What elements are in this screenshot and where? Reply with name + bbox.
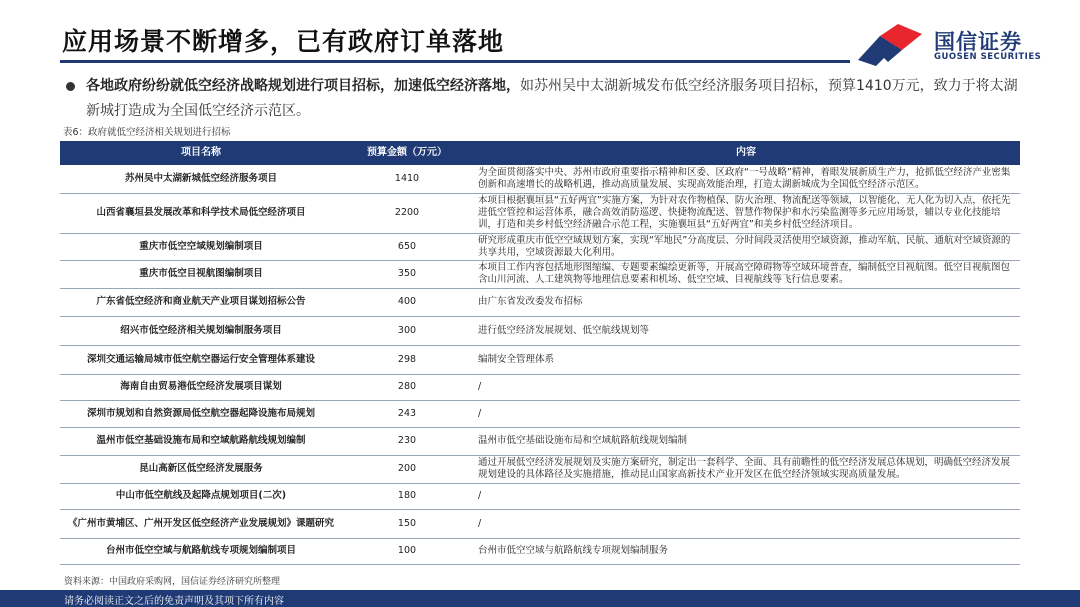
project-name-cell: 温州市低空基础设施布局和空域航路航线规划编制 bbox=[60, 427, 342, 455]
source-note: 资料来源：中国政府采购网，国信证券经济研究所整理 bbox=[64, 577, 281, 587]
content-cell: 本项目根据襄垣县“五好两宜”实施方案，为针对农作物植保、防火治理、物流配送等领域，以智能化、无人化为切入点，依托先进低空管控和运营体系，融合高效消防巡逻、快捷物流配送、智慧作物保护和水污染监测等多元应用场景，辅以专业化技能培训，打造和美乡村低空经济融合示范工程，实施襄垣县“五好两宜”和美乡村低空经济项目。 bbox=[472, 193, 1020, 233]
table-row bbox=[60, 509, 1020, 538]
budget-cell: 2200 bbox=[342, 193, 472, 233]
content-cell: 由广东省发改委发布招标 bbox=[472, 288, 1020, 316]
table-header-row bbox=[60, 141, 1020, 165]
header-content: 内容 bbox=[472, 141, 1020, 165]
project-name-cell: 重庆市低空空域规划编制项目 bbox=[60, 233, 342, 260]
bullet-text: 如苏州吴中太湖新城发布低空经济服务项目招标，预算1410万元，致力于将太湖新城打造成为全国低空经济示范区。 bbox=[86, 78, 1018, 119]
table-row bbox=[60, 193, 1020, 233]
project-name-cell: 海南自由贸易港低空经济发展项目谋划 bbox=[60, 374, 342, 400]
table-row bbox=[60, 374, 1020, 400]
table-row bbox=[60, 165, 1020, 193]
content-cell: / bbox=[472, 374, 1020, 400]
table-row bbox=[60, 233, 1020, 260]
table-caption: 表6：政府就低空经济相关规划进行招标 bbox=[63, 127, 231, 138]
content-cell: 研究形成重庆市低空空域规划方案，实现“军地民”分高度层、分时间段灵活使用空域资源，推动军航、民航、通航对空域资源的共享共用，空域资源最大化利用。 bbox=[472, 233, 1020, 260]
header-budget: 预算金额（万元） bbox=[342, 141, 472, 165]
project-name-cell: 深圳市规划和自然资源局低空航空器起降设施布局规划 bbox=[60, 400, 342, 427]
table-row bbox=[60, 288, 1020, 316]
budget-cell: 400 bbox=[342, 288, 472, 316]
project-name-cell: 山西省襄垣县发展改革和科学技术局低空经济项目 bbox=[60, 193, 342, 233]
title-divider bbox=[60, 60, 850, 63]
logo-text: 国信证券 bbox=[934, 30, 1022, 54]
content-cell: 为全面贯彻落实中央、苏州市政府重要指示精神和区委、区政府“一号战略”精神，着眼发展新质生产力，抢抓低空经济产业密集创新和高速增长的战略机遇，推动高质量发展、实现高效能治理，打造太湖新城成为全国低空经济示范区。 bbox=[472, 165, 1020, 193]
table-row bbox=[60, 538, 1020, 564]
budget-cell: 300 bbox=[342, 316, 472, 345]
project-name-cell: 中山市低空航线及起降点规划项目(二次) bbox=[60, 483, 342, 509]
footer-disclaimer: 请务必阅读正文之后的免责声明及其项下所有内容 bbox=[64, 596, 284, 607]
header-project-name: 项目名称 bbox=[60, 141, 342, 165]
content-cell: 台州市低空空域与航路航线专项规划编制服务 bbox=[472, 538, 1020, 564]
content-cell: 编制安全管理体系 bbox=[472, 345, 1020, 374]
budget-cell: 280 bbox=[342, 374, 472, 400]
table-row bbox=[60, 483, 1020, 509]
project-name-cell: 广东省低空经济和商业航天产业项目谋划招标公告 bbox=[60, 288, 342, 316]
table-row bbox=[60, 345, 1020, 374]
project-name-cell: 苏州吴中太湖新城低空经济服务项目 bbox=[60, 165, 342, 193]
content-cell: / bbox=[472, 400, 1020, 427]
table-row bbox=[60, 400, 1020, 427]
table-row bbox=[60, 455, 1020, 483]
budget-cell: 230 bbox=[342, 427, 472, 455]
summary-bullet bbox=[66, 74, 1026, 124]
budget-cell: 1410 bbox=[342, 165, 472, 193]
content-cell: / bbox=[472, 509, 1020, 538]
project-name-cell: 《广州市黄埔区、广州开发区低空经济产业发展规划》课题研究 bbox=[60, 509, 342, 538]
project-name-cell: 台州市低空空域与航路航线专项规划编制项目 bbox=[60, 538, 342, 564]
footer-bar bbox=[0, 590, 1080, 607]
table-row bbox=[60, 260, 1020, 288]
content-cell: / bbox=[472, 483, 1020, 509]
budget-cell: 650 bbox=[342, 233, 472, 260]
page-title: 应用场景不断增多，已有政府订单落地 bbox=[62, 27, 505, 56]
budget-cell: 180 bbox=[342, 483, 472, 509]
project-name-cell: 重庆市低空目视航图编制项目 bbox=[60, 260, 342, 288]
table-row bbox=[60, 316, 1020, 345]
budget-cell: 150 bbox=[342, 509, 472, 538]
logo-subtext: GUOSEN SECURITIES bbox=[934, 52, 1042, 62]
project-name-cell: 绍兴市低空经济相关规划编制服务项目 bbox=[60, 316, 342, 345]
budget-cell: 298 bbox=[342, 345, 472, 374]
project-name-cell: 深圳交通运输局城市低空航空器运行安全管理体系建设 bbox=[60, 345, 342, 374]
content-cell: 温州市低空基础设施布局和空域航路航线规划编制 bbox=[472, 427, 1020, 455]
table-row bbox=[60, 427, 1020, 455]
content-cell: 进行低空经济发展规划、低空航线规划等 bbox=[472, 316, 1020, 345]
content-cell: 本项目工作内容包括地形图缩编、专题要素编绘更新等，开展高空障碍物等空域环境普查，编制低空目视航图。低空目视航图包含山川河流、人工建筑物等地理信息要素和机场、低空空域、目视航线等飞行信息要素。 bbox=[472, 260, 1020, 288]
budget-cell: 350 bbox=[342, 260, 472, 288]
content-cell: 通过开展低空经济发展规划及实施方案研究，制定出一套科学、全面、具有前瞻性的低空经济发展总体规划，明确低空经济发展规划建设的具体路径及实施措施，推动昆山国家高新技术产业开发区在低空经济领域实现高质量发展。 bbox=[472, 455, 1020, 483]
budget-cell: 243 bbox=[342, 400, 472, 427]
bullet-dot-icon bbox=[66, 82, 75, 91]
tender-table bbox=[60, 141, 1020, 565]
project-name-cell: 昆山高新区低空经济发展服务 bbox=[60, 455, 342, 483]
budget-cell: 100 bbox=[342, 538, 472, 564]
bullet-bold-text: 各地政府纷纷就低空经济战略规划进行项目招标，加速低空经济落地， bbox=[86, 78, 520, 94]
budget-cell: 200 bbox=[342, 455, 472, 483]
